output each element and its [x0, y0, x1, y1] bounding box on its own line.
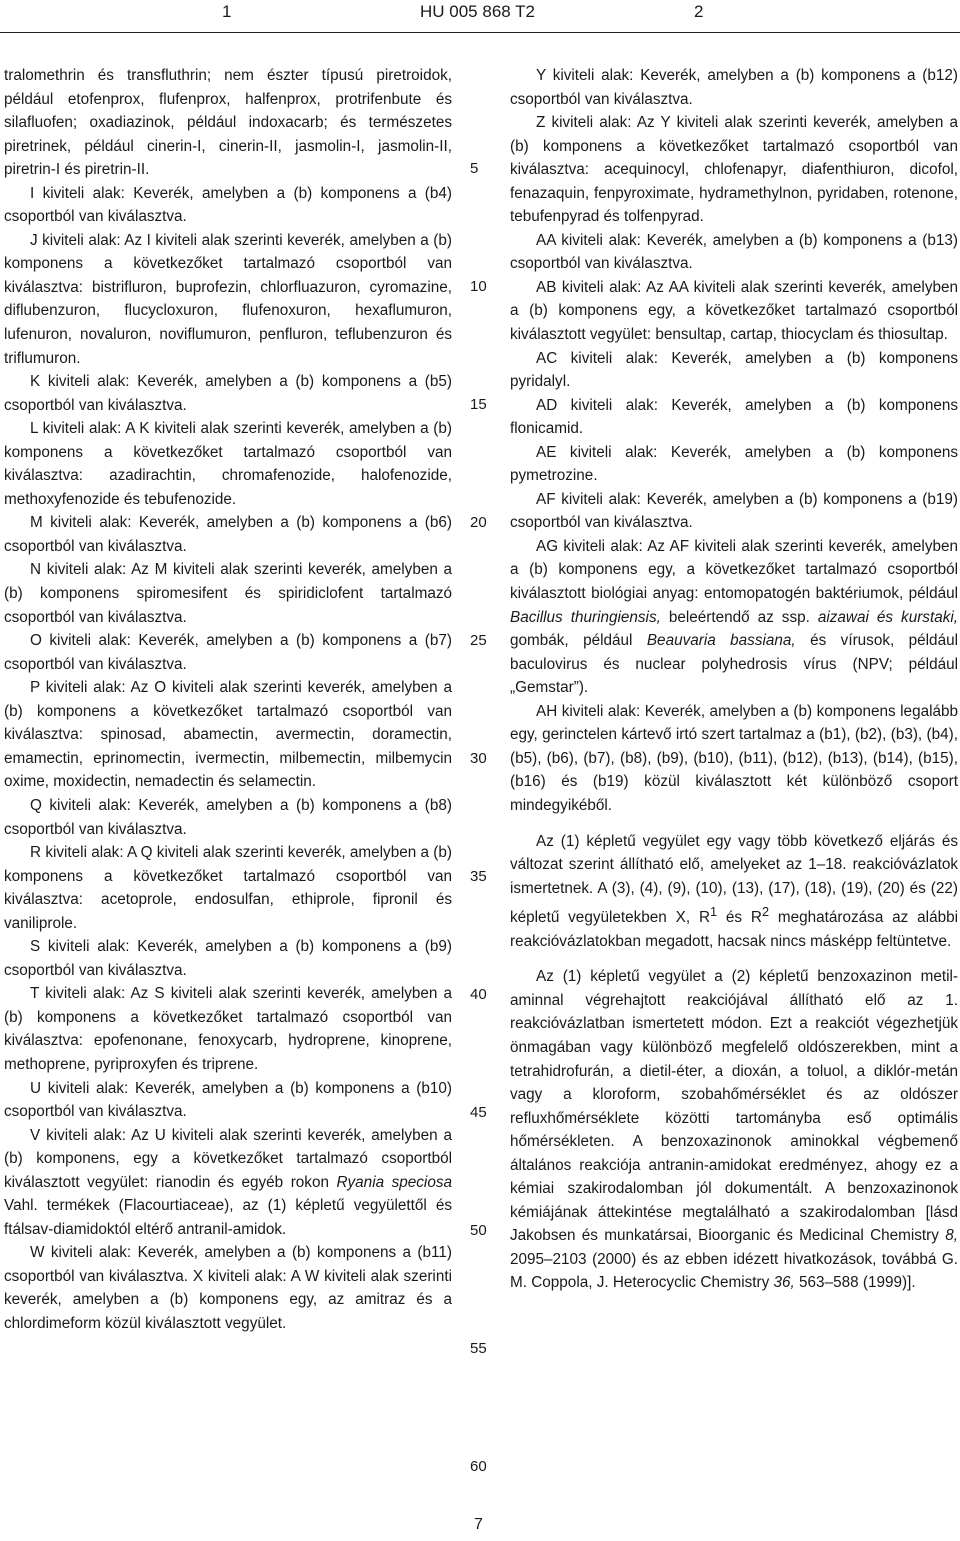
paragraph-embodiment-i: I kiviteli alak: Keverék, amelyben a (b) komponens a (b4) csoportból van kiválasztva. — [4, 184, 452, 226]
text-ag-1: AG kiviteli alak: Az AF kiviteli alak szerinti keverék, amelyben a (b) komponens egy, a következőket tartalmazó csoportból kiválasztott biológiai anyag: entomopatogén baktériumok, például — [510, 537, 958, 603]
text-ag-italic-3: Beauvaria bassiana, — [646, 632, 796, 650]
text-az2-italic-1: 8, — [945, 1227, 958, 1245]
text-az1-post: meghatározása az alábbi reakcióvázlatokban megadott, hacsak nincs másképp feltüntetve. — [510, 909, 958, 950]
patent-number: HU 005 868 T2 — [420, 2, 535, 21]
line-number: 55 — [470, 1340, 487, 1357]
text-az2-italic-2: 36, — [773, 1274, 795, 1292]
line-number: 25 — [470, 632, 487, 649]
paragraph-embodiment-u: U kiviteli alak: Keverék, amelyben a (b) komponens a (b10) csoportból van kiválasztva. — [4, 1079, 452, 1121]
paragraph-embodiment-p: P kiviteli alak: Az O kiviteli alak szerinti keverék, amelyben a (b) komponens a következőket tartalmazó csoportból van kiválasztva: spinosad, abamectin, avermectin, doramectin, emamectin, eprinomectin, ivermectin, milbemectin, milbemycin oxime, moxidectin, nemadectin és selamectin. — [4, 679, 452, 791]
paragraph-embodiment-w-x: W kiviteli alak: Keverék, amelyben a (b) komponens a (b11) csoportból van kiválasztva. X kiviteli alak: A W kiviteli alak szerinti keverék, amelyben a (b) komponens egy, az amitraz és a chlordimeform közül kiválasztott vegyület. — [4, 1244, 452, 1332]
right-column — [510, 64, 958, 1295]
superscript-1: 1 — [710, 904, 718, 920]
superscript-2: 2 — [761, 904, 770, 920]
paragraph-embodiment-m: M kiviteli alak: Keverék, amelyben a (b) komponens a (b6) csoportból van kiválasztva. — [4, 514, 452, 555]
page-number: 7 — [474, 1516, 483, 1533]
paragraph-embodiment-s: S kiviteli alak: Keverék, amelyben a (b) komponens a (b9) csoportból van kiválasztva. — [4, 938, 452, 979]
left-column — [4, 64, 452, 1336]
line-number: 10 — [470, 278, 487, 295]
line-number: 40 — [470, 986, 487, 1003]
line-number: 45 — [470, 1104, 487, 1121]
text-v-italic: Ryania speciosa — [336, 1173, 452, 1191]
text-ag-italic-1: Bacillus thuringiensis, — [510, 608, 661, 626]
header-rule — [0, 32, 960, 33]
text-v-post: Vahl. termékek (Flacourtiaceae), az (1) képletű vegyülettől és ftálsav-diamidoktól eltérő antranil-amidok. — [4, 1197, 452, 1238]
paragraph-embodiment-n: N kiviteli alak: Az M kiviteli alak szerinti keverék, amelyben a (b) komponens spiromesifent és spiridiclofent tartalmazó csoportból van kiválasztva. — [4, 561, 452, 626]
text-v-pre: V kiviteli alak: Az U kiviteli alak szerinti keverék, amelyben a (b) komponens, egy a következőket tartalmazó csoportból kiválasztott vegyület: rianodin és egyéb rokon — [4, 1126, 452, 1191]
page-header — [0, 2, 960, 28]
text-az2-2: 2095–2103 (2000) és az ebben idézett hivatkozások, továbbá G. M. Coppola, J. Heterocyclic Chemistry — [510, 1250, 958, 1292]
paragraph-intro: tralomethrin és transfluthrin; nem észter típusú piretroidok, például etofenprox, flufenprox, halfenprox, protrifenbute és silafluofen; oxadiazinok, például indoxacarb; és természetes piretrinek, például cinerin-I, cinerin-II, jasmolin-I, jasmolin-II, piretrin-I és piretrin-II. — [4, 67, 452, 179]
paragraph-preparation — [510, 830, 958, 954]
text-az2-3: 563–588 (1999)]. — [794, 1274, 916, 1292]
paragraph-embodiment-ag — [510, 535, 958, 700]
line-number: 35 — [470, 868, 487, 885]
line-number: 60 — [470, 1458, 487, 1475]
text-ag-2: beleértendő az ssp. — [660, 608, 818, 626]
paragraph-embodiment-o: O kiviteli alak: Keverék, amelyben a (b) komponens a (b7) csoportból van kiválasztva. — [4, 632, 452, 673]
paragraph-embodiment-q: Q kiviteli alak: Keverék, amelyben a (b) komponens a (b8) csoportból van kiválasztva. — [4, 796, 452, 838]
text-az1-pre: Az (1) képletű vegyület egy vagy több következő eljárás és változat szerint állítható elő, amelyeket az 1–18. reakcióvázlatok ismertetnek. A (3), (4), (9), (10), (13), (17), (18), (19), (20) és (22) képletű vegyületekben X, R — [510, 832, 958, 927]
paragraph-embodiment-aa: AA kiviteli alak: Keverék, amelyben a (b) komponens a (b13) csoportból van kiválasztva. — [510, 231, 958, 273]
line-number: 20 — [470, 514, 487, 531]
paragraph-embodiment-z: Z kiviteli alak: Az Y kiviteli alak szerinti keverék, amelyben a (b) komponens a következőket tartalmazó csoportból van kiválasztva: acequinocyl, chlofenapyr, diafenthiuron, dicofol, fenazaquin, fenpyroximate, hydramethylnon, pyridaben, rotenone, tebufenpyrad és tolfenpyrad. — [510, 114, 958, 226]
paragraph-embodiment-r: R kiviteli alak: A Q kiviteli alak szerinti keverék, amelyben a (b) komponens a következőket tartalmazó csoportból van kiválasztva: acetoprole, endosulfan, ethiprole, fipronil és vaniliprole. — [4, 844, 452, 932]
line-number: 50 — [470, 1222, 487, 1239]
paragraph-embodiment-k: K kiviteli alak: Keverék, amelyben a (b) komponens a (b5) csoportból van kiválasztva. — [4, 373, 452, 414]
paragraph-reaction — [510, 965, 958, 1295]
paragraph-embodiment-ad: AD kiviteli alak: Keverék, amelyben a (b) komponens flonicamid. — [510, 396, 958, 438]
right-column-number: 2 — [694, 2, 704, 21]
line-number: 30 — [470, 750, 487, 767]
line-number: 5 — [470, 160, 479, 177]
text-az2-1: Az (1) képletű vegyület a (2) képletű benzoxazinon metil-aminnal végrehajtott reakciójával állítható elő az 1. reakcióvázlatban ismertetett módon. Ezt a reakciót végezhetjük önmagában vagy különböző megfelelő oldószerekben, mint a tetrahidrofurán, a dietil-éter, a dioxán, a toluol, a diklór-metán vagy a kloroform, szobahőmérséklet és az oldószer refluxhőmérséklete közötti tartományba eső optimális hőmérsékleten. A benzoxazinonok aminokkal végbemenő általános reakciója antranin-amidokat eredményez, ahogy ez a kémiai szakirodalomban jól dokumentált. A benzoxazinonok kémiájának áttekintése megtalálható a szakirodalomban [lásd Jakobsen és munkatársai, Bioorganic és Medicinal Chemistry — [510, 968, 958, 1245]
line-number: 15 — [470, 396, 487, 413]
paragraph-embodiment-t: T kiviteli alak: Az S kiviteli alak szerinti keverék, amelyben a (b) komponens a következőket tartalmazó csoportból van kiválasztva: epofenonane, fenoxycarb, hydroprene, kinoprene, methoprene, pyriproxyfen és triprene. — [4, 985, 452, 1073]
paragraph-embodiment-ac: AC kiviteli alak: Keverék, amelyben a (b) komponens pyridalyl. — [510, 349, 958, 391]
text-ag-italic-2: aizawai és kurstaki, — [817, 608, 959, 626]
paragraph-embodiment-ae: AE kiviteli alak: Keverék, amelyben a (b) komponens pymetrozine. — [510, 443, 958, 485]
paragraph-embodiment-l: L kiviteli alak: A K kiviteli alak szerinti keverék, amelyben a (b) komponens a következőket tartalmazó csoportból van kiválasztva: azadirachtin, chromafenozide, halofenozide, methoxyfenozide és tebufenozide. — [4, 420, 452, 508]
paragraph-embodiment-j: J kiviteli alak: Az I kiviteli alak szerinti keverék, amelyben a (b) komponens a következőket tartalmazó csoportból van kiválasztva: bistrifluron, buprofezin, chlorfluazuron, cyromazine, diflubenzuron, flucycloxuron, flufenoxuron, hexaflumuron, lufenuron, novaluron, noviflumuron, penfluron, teflubenzuron és triflumuron. — [4, 231, 452, 367]
text-az1-mid: és R — [717, 909, 762, 927]
left-column-number: 1 — [222, 2, 232, 21]
paragraph-embodiment-af: AF kiviteli alak: Keverék, amelyben a (b) komponens a (b19) csoportból van kiválasztva. — [510, 490, 958, 532]
paragraph-embodiment-ab: AB kiviteli alak: Az AA kiviteli alak szerinti keverék, amelyben a (b) komponens egy, a következőket tartalmazó csoportból kiválasztott vegyület: bensultap, cartap, thiocyclam és thiosultap. — [510, 278, 958, 344]
paragraph-embodiment-y: Y kiviteli alak: Keverék, amelyben a (b) komponens a (b12) csoportból van kiválasztva. — [510, 67, 958, 108]
paragraph-embodiment-ah: AH kiviteli alak: Keverék, amelyben a (b) komponens legalább egy, gerinctelen kártevő irtó szert tartalmaz a (b1), (b2), (b3), (b4), (b5), (b6), (b7), (b8), (b9), (b10), (b11), (b12), (b13), (b14), (b15), (b16) és (b19) közül kiválasztott két különböző csoport mindegyikéből. — [510, 702, 958, 814]
text-ag-3: gombák, például — [510, 632, 647, 650]
text-ag-4: és vírusok, például baculovirus és nuclear polyhedrosis vírus (NPV; például „Gemstar”). — [510, 632, 958, 697]
paragraph-embodiment-v — [4, 1124, 452, 1242]
